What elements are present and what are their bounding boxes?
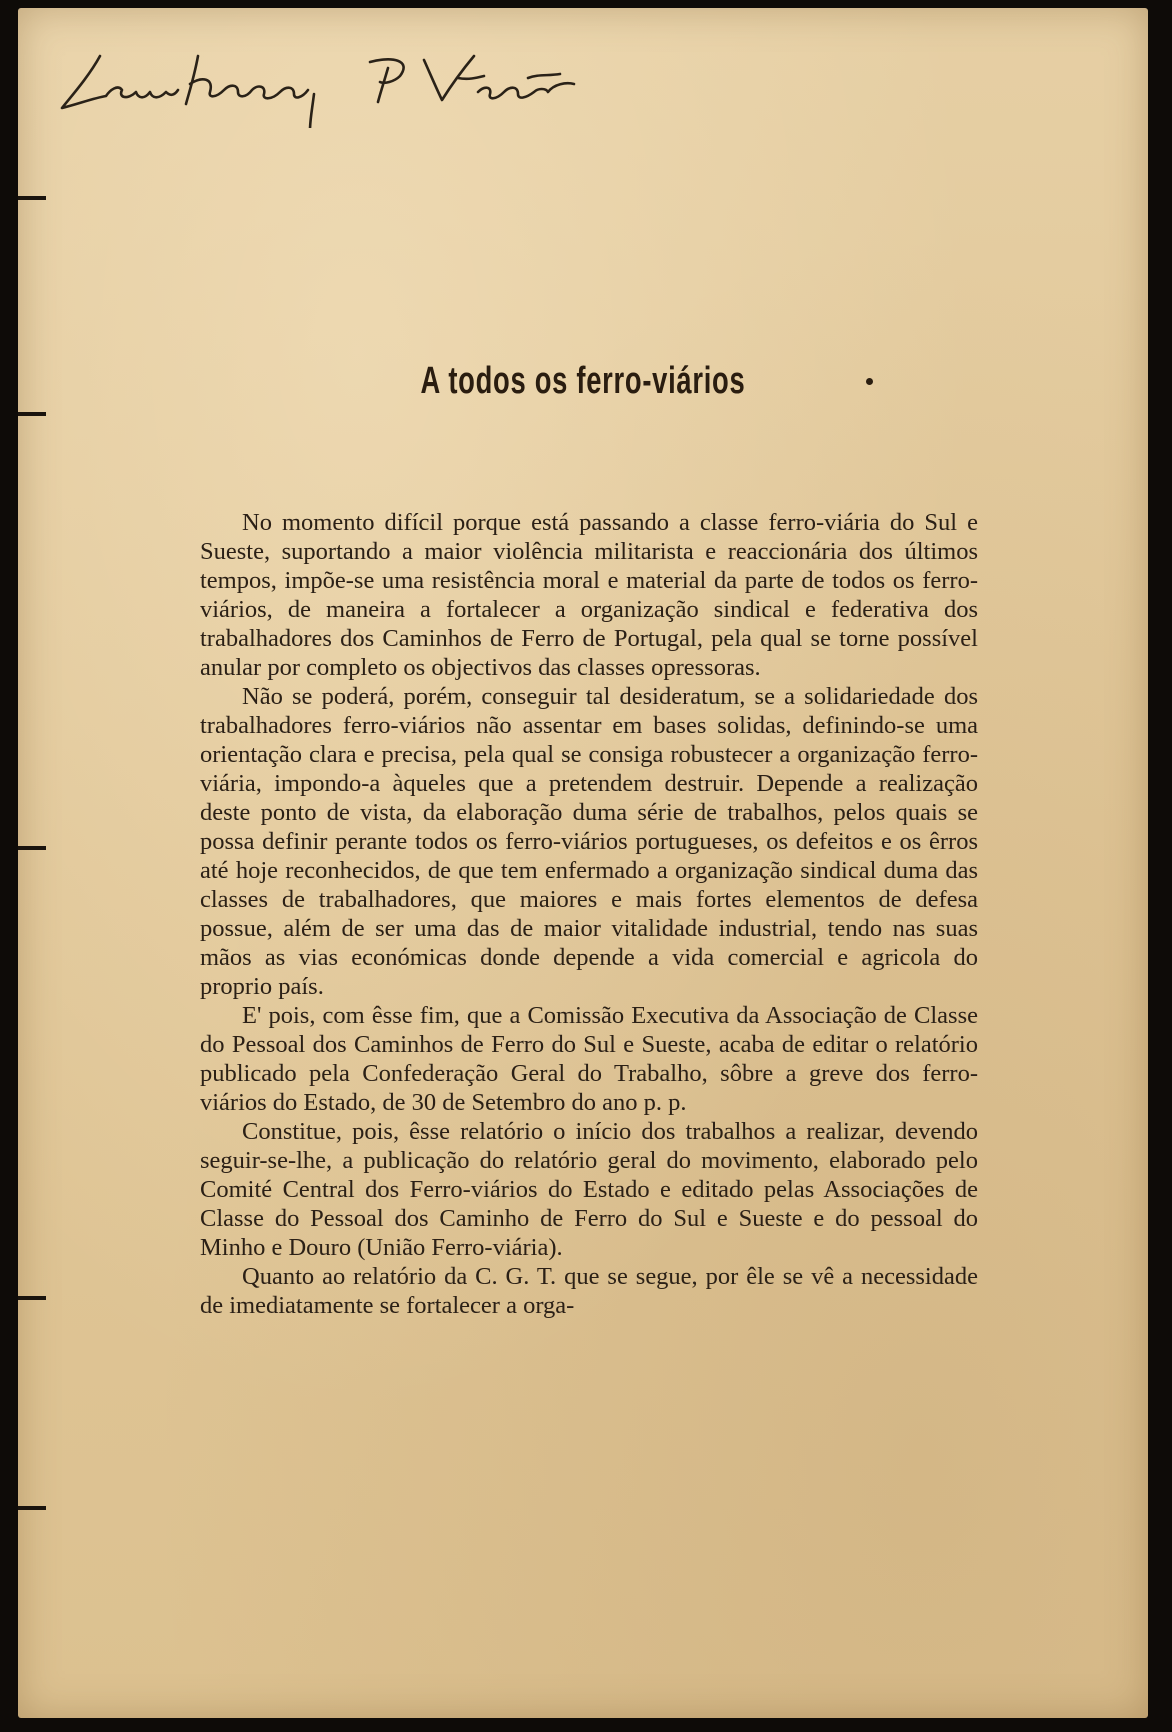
ink-dot	[866, 378, 873, 385]
staple-mark	[18, 1506, 46, 1510]
paragraph: No momento difícil porque está passando a classe ferro-viária do Sul e Sueste, suportando a maior violência militarista e reaccionária dos últimos tempos, impõe-se uma resistência moral e material da parte de todos os ferro-viários, de maneira a fortalecer a organização sindical e federativa dos trabalhadores dos Caminhos de Ferro de Portugal, pela qual se torne possível anular por completo os objectivos das classes opressoras.	[200, 509, 978, 681]
handwritten-signature	[48, 38, 608, 128]
paragraph: E' pois, com êsse fim, que a Comissão Executiva da Associação de Classe do Pessoal dos Caminhos de Ferro do Sul e Sueste, acaba de editar o relatório publicado pela Confederação Geral do Trabalho, sôbre a greve dos ferro-viários do Estado, de 30 de Setembro do ano p. p.	[200, 1002, 978, 1116]
staple-mark	[18, 412, 46, 416]
paragraph: Não se poderá, porém, conseguir tal desideratum, se a solidariedade dos trabalhadores ferro-viários não assentar em bases solidas, definindo-se uma orientação clara e precisa, pela qual se consiga robustecer a organização ferro-viária, impondo-a àqueles que a pretendem destruir. Depende a realização deste ponto de vista, da elaboração duma série de trabalhos, pelos quais se possa definir perante todos os ferro-viários portugueses, os defeitos e os êrros até hoje reconhecidos, de que tem enfermado a organização sindical duma das classes de trabalhadores, que maiores e mais fortes elementos de defesa possue, além de ser uma das de maior vitalidade industrial, tendo nas suas mãos as vias económicas donde depende a vida comercial e agricola do proprio país.	[200, 683, 978, 1000]
paragraph: Quanto ao relatório da C. G. T. que se segue, por êle se vê a necessidade de imediatamente se fortalecer a orga-	[200, 1263, 978, 1319]
page-title: A todos os ferro-viários	[420, 360, 746, 402]
staple-mark	[18, 1296, 46, 1300]
staple-mark	[18, 846, 46, 850]
staple-mark	[18, 196, 46, 200]
body-text	[200, 508, 978, 1320]
document-page	[18, 8, 1148, 1718]
paragraph: Constitue, pois, êsse relatório o início dos trabalhos a realizar, devendo seguir-se-lhe, a publicação do relatório geral do movimento, elaborado pelo Comité Central dos Ferro-viários do Estado e editado pelas Associações de Classe do Pessoal dos Caminho de Ferro do Sul e Sueste e do pessoal do Minho e Douro (União Ferro-viária).	[200, 1118, 978, 1261]
